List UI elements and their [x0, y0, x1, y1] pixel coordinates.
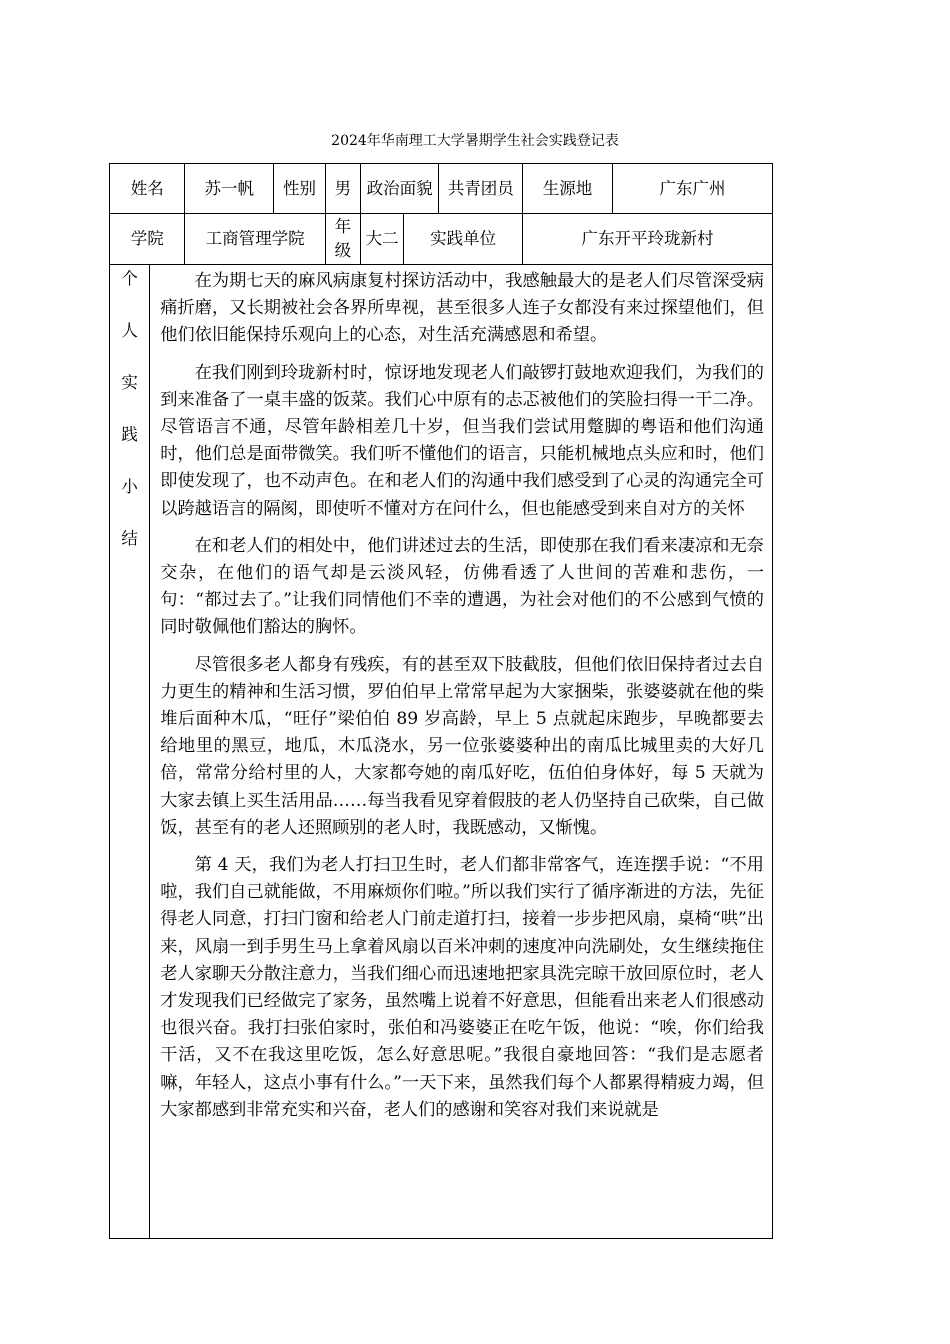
name-label: 姓名: [110, 164, 185, 214]
name-value: 苏一帆: [185, 164, 274, 214]
summary-label-char: 实: [121, 373, 138, 392]
college-value: 工商管理学院: [185, 214, 325, 265]
summary-content: [150, 265, 773, 1239]
summary-paragraph: 在为期七天的麻风病康复村探访活动中，我感触最大的是老人们尽管深受病痛折磨，又长期被社会各界所卑视，甚至很多人连子女都没有来过探望他们，但他们依旧能保持乐观向上的心态，对生活充满感恩和希望。: [160, 271, 764, 346]
college-label: 学院: [110, 214, 185, 265]
summary-label-char: 个: [121, 269, 138, 288]
summary-paragraph: 在和老人们的相处中，他们讲述过去的生活，即使那在我们看来凄凉和无奈交杂，在他们的语气却是云淡风轻，仿佛看透了人世间的苦难和悲伤，一句：“都过去了。”让我们同情他们不幸的遭遇，为社会对他们的不公感到气愤的同时敬佩他们豁达的胸怀。: [160, 535, 764, 638]
summary-label-char: 践: [121, 425, 138, 444]
summary-label-char: 小: [121, 477, 138, 496]
gender-label: 性别: [274, 164, 326, 214]
form-title: 2024年华南理工大学暑期学生社会实践登记表: [331, 133, 619, 149]
practice-unit-label: 实践单位: [404, 214, 523, 265]
summary-label-char: 结: [121, 529, 138, 548]
gender-value: 男: [325, 164, 360, 214]
table-row-college-info: [110, 214, 773, 265]
table-row-personal-info: [110, 164, 773, 214]
summary-paragraph: 尽管很多老人都身有残疾，有的甚至双下肢截肢，但他们依旧保持者过去自力更生的精神和生活习惯，罗伯伯早上常常早起为大家捆柴，张婆婆就在他的柴堆后面种木瓜，“旺仔”梁伯伯 89 岁高龄，早上 5 点就起床跑步，早晚都要去给地里的黑豆，地瓜，木瓜浇水，另一位张婆婆种出的南瓜比城里卖的大好几倍，常常分给村里的人，大家都夸她的南瓜好吃，伍伯伯身体好，每 5 天就为大家去镇上买生活用品……每当我看见穿着假肢的老人仍坚持自己砍柴，自己做饭，甚至有的老人还照顾别的老人时，我既感动，又惭愧。: [160, 654, 764, 838]
summary-paragraph: 在我们刚到玲珑新村时，惊讶地发现老人们敲锣打鼓地欢迎我们，为我们的到来准备了一桌丰盛的饭菜。我们心中原有的忐忑被他们的笑脸扫得一干二净。尽管语言不通，尽管年龄相差几十岁，但当我们尝试用蹩脚的粤语和他们沟通时，他们总是面带微笑。我们听不懂他们的语言，只能机械地点头应和时，他们即使发现了，也不动声色。在和老人们的沟通中我们感受到了心灵的沟通完全可以跨越语言的隔阂，即使听不懂对方在问什么，但也能感受到来自对方的关怀: [160, 362, 764, 519]
summary-paragraph: 第 4 天，我们为老人打扫卫生时，老人们都非常客气，连连摆手说：“不用啦，我们自己就能做，不用麻烦你们啦。”所以我们实行了循序渐进的方法，先征得老人同意，打扫门窗和给老人门前走道打扫，接着一步步把风扇，桌椅“哄”出来，风扇一到手男生马上拿着风扇以百米冲刺的速度冲向洗刷处，女生继续拖住老人家聊天分散注意力，当我们细心而迅速地把家具洗完晾干放回原位时，老人才发现我们已经做完了家务，虽然嘴上说着不好意思，但能看出来老人们很感动也很兴奋。我打扫张伯家时，张伯和冯婆婆正在吃午饭，他说：“唉，你们给我干活，又不在我这里吃饭，怎么好意思呢。”我很自豪地回答：“我们是志愿者嘛，年轻人，这点小事有什么。”一天下来，虽然我们每个人都累得精疲力竭，但大家都感到非常充实和兴奋，老人们的感谢和笑容对我们来说就是: [160, 855, 764, 1120]
table-row-summary: [110, 265, 773, 1239]
grade-value: 大二: [360, 214, 403, 265]
origin-value: 广东广州: [612, 164, 772, 214]
origin-label: 生源地: [523, 164, 613, 214]
registration-form-table: [109, 163, 773, 1239]
politics-label: 政治面貌: [360, 164, 438, 214]
summary-label: [110, 265, 150, 1239]
politics-value: 共青团员: [439, 164, 523, 214]
practice-unit-value: 广东开平玲珑新村: [523, 214, 773, 265]
grade-label: 年级: [325, 214, 360, 265]
summary-label-char: 人: [121, 321, 138, 340]
